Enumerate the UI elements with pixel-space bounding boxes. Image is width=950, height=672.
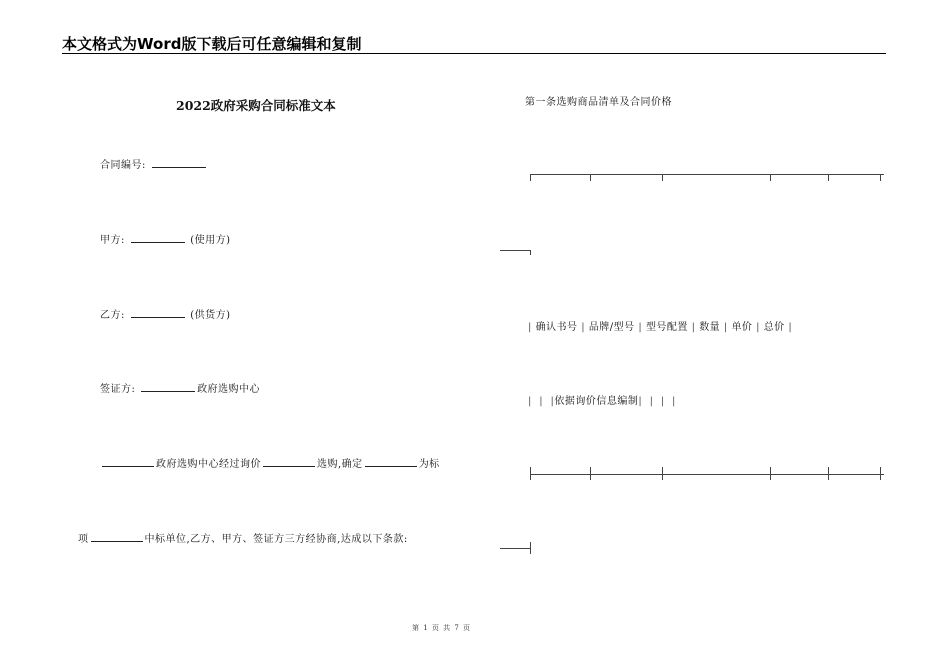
banner-divider	[62, 53, 886, 54]
document-title: 2022政府采购合同标准文本	[176, 98, 336, 113]
col-brand-model: 品牌/型号	[588, 322, 635, 333]
party-b-label: 乙方:	[100, 310, 125, 321]
table-side-rule-bottom	[500, 548, 530, 549]
table-note: 依据询价信息编制	[554, 396, 639, 407]
col-quantity: 数量	[699, 322, 721, 333]
party-a-role: (使用方)	[190, 235, 231, 246]
document-banner: 本文格式为Word版下载后可任意编辑和复制	[62, 35, 362, 53]
party-a-line	[100, 231, 231, 246]
paragraph-line-1	[100, 455, 440, 470]
paragraph-text-2b: 中标单位,乙方、甲方、签证方三方经协商,达成以下条款:	[144, 534, 408, 545]
witness-label: 签证方:	[100, 384, 136, 395]
table-tick	[590, 467, 591, 480]
table-tick	[770, 467, 771, 480]
paragraph-blank-4	[91, 532, 143, 542]
table-tick	[530, 174, 531, 181]
witness-suffix: 政府选购中心	[197, 384, 261, 395]
table-tick	[770, 174, 771, 181]
article-heading: 第一条选购商品清单及合同价格	[525, 97, 672, 108]
table-header-row: | 确认书号 | 品牌/型号 | 型号配置 | 数量 | 单价 | 总价 |	[528, 322, 793, 333]
paragraph-text-1c: 为标	[418, 459, 440, 470]
contract-number-label: 合同编号:	[100, 160, 146, 171]
paragraph-line-2	[78, 530, 408, 545]
table-tick	[880, 467, 881, 480]
table-tick	[662, 174, 663, 181]
paragraph-text-1a: 政府选购中心经过询价	[156, 459, 261, 470]
witness-blank	[141, 382, 195, 392]
contract-number-blank	[152, 158, 206, 168]
col-unit-price: 单价	[731, 322, 753, 333]
contract-number-line	[100, 156, 208, 171]
col-confirm-no: 确认书号	[535, 322, 578, 333]
table-note-row: | | |依据询价信息编制| | | |	[528, 396, 676, 407]
table-tick	[828, 174, 829, 181]
party-b-role: (供货方)	[190, 310, 231, 321]
table-tick	[880, 174, 881, 181]
table-side-rule	[500, 250, 530, 251]
page-number: 第 1 页 共 7 页	[412, 624, 472, 632]
table-tick	[828, 467, 829, 480]
col-total-price: 总价	[763, 322, 785, 333]
table-tick	[530, 542, 531, 554]
col-config: 型号配置	[645, 322, 688, 333]
table-tick	[530, 467, 531, 480]
party-a-label: 甲方:	[100, 235, 125, 246]
paragraph-blank-1	[102, 457, 154, 467]
paragraph-text-2a: 项	[78, 534, 89, 545]
paragraph-text-1b: 选购,确定	[317, 459, 363, 470]
party-b-blank	[131, 308, 185, 318]
table-bottom-rule	[530, 474, 884, 475]
table-tick	[590, 174, 591, 181]
party-a-blank	[131, 233, 185, 243]
paragraph-blank-2	[263, 457, 315, 467]
witness-line	[100, 380, 260, 395]
party-b-line	[100, 306, 231, 321]
table-top-rule	[530, 174, 884, 175]
paragraph-blank-3	[365, 457, 417, 467]
table-tick	[530, 250, 531, 255]
table-tick	[662, 467, 663, 480]
